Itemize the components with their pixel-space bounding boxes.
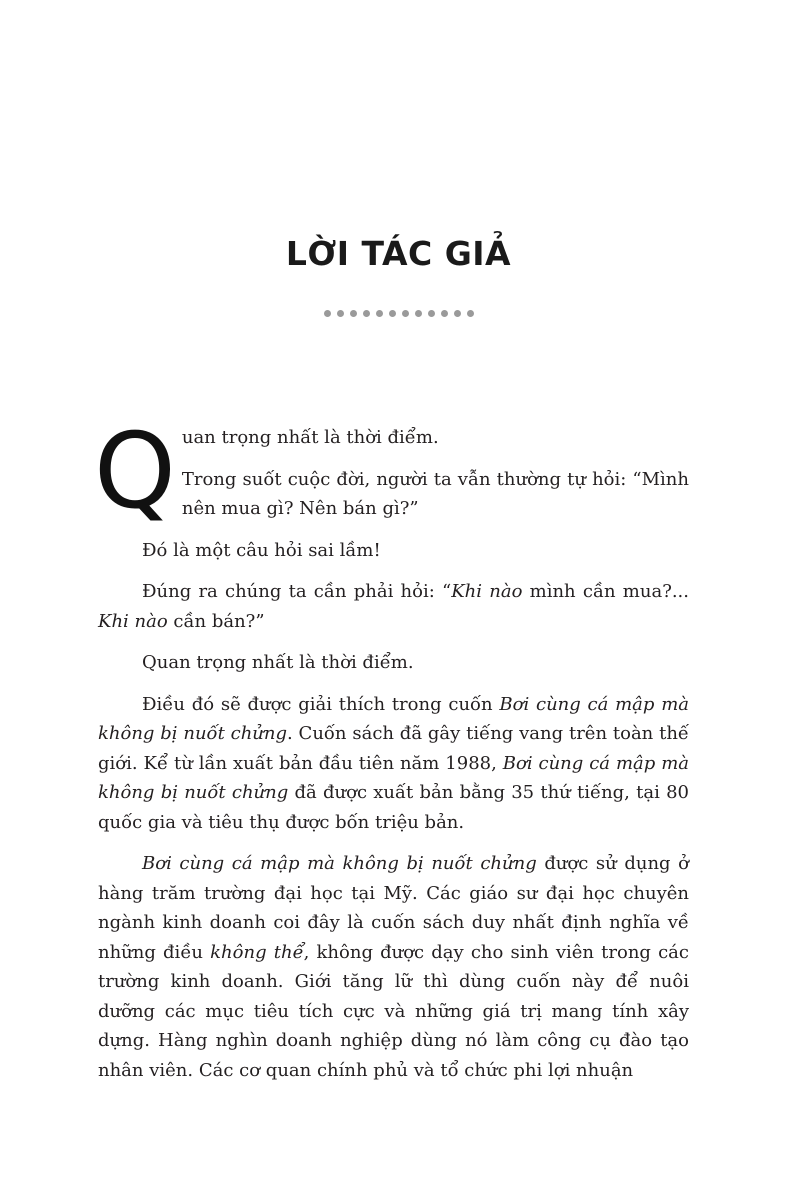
text-run: đã được xuất bản bằng 35 thứ tiếng, tại 80 quốc gia và tiêu thụ được bốn triệu bản. [98, 782, 689, 833]
body-text [94, 410, 690, 1097]
text-run: , không được dạy cho sinh viên trong các trường kinh doanh. Giới tăng lữ thì dùng cuốn này để nuôi dưỡng các mục tiêu tích cực và những giá trị mang tính xây dựng. Hàng nghìn doanh nghiệp dùng nó làm công cụ đào tạo nhân viên. Các cơ quan chính phủ và tổ chức phi lợi nhuận [98, 941, 689, 1081]
text-run: . Cuốn sách đã gây tiếng vang trên toàn thế giới. Kể từ lần xuất bản đầu tiên năm 1988, [98, 723, 689, 774]
paragraph-4 [98, 577, 689, 636]
text-run: mình cần mua?... [522, 581, 690, 602]
paragraph-7 [98, 849, 689, 1085]
divider-dot [350, 310, 357, 317]
divider-dot [402, 310, 409, 317]
chapter-title: LỜI TÁC GIẢ [285, 234, 512, 273]
text-run: cần bán?” [167, 610, 265, 632]
paragraph-5: Quan trọng nhất là thời điểm. [142, 652, 414, 673]
drop-cap: Q [94, 410, 176, 532]
divider-dot [376, 310, 383, 317]
italic-run: Khi nào [98, 610, 168, 632]
italic-run: không thể [210, 941, 304, 963]
divider-dot [389, 310, 396, 317]
text-run: Đúng ra chúng ta cần phải hỏi: “ [142, 581, 452, 602]
paragraph-6 [98, 690, 689, 838]
divider-dot [337, 310, 344, 317]
text-run: Điều đó sẽ được giải thích trong cuốn [142, 693, 500, 715]
book-title-italic: Bơi cùng cá mập mà không bị nuốt chửng [98, 752, 689, 803]
book-title-italic: Bơi cùng cá mập mà không bị nuốt chửng [142, 853, 537, 874]
dotted-divider [0, 310, 797, 322]
divider-dot [415, 310, 422, 317]
divider-dot [363, 310, 370, 317]
divider-dot [454, 310, 461, 317]
divider-dot [428, 310, 435, 317]
italic-run: Khi nào [451, 581, 523, 602]
divider-dot [441, 310, 448, 317]
book-title-italic: Bơi cùng cá mập mà không bị nuốt chửng [98, 693, 689, 744]
paragraph-2: Trong suốt cuộc đời, người ta vẫn thường tự hỏi: “Mình nên mua gì? Nên bán gì?” [181, 468, 689, 519]
paragraph-1: uan trọng nhất là thời điểm. [181, 427, 439, 448]
paragraph-3: Đó là một câu hỏi sai lầm! [142, 539, 381, 561]
divider-dot [324, 310, 331, 317]
divider-dot [467, 310, 474, 317]
text-run: được sử dụng ở hàng trăm trường đại học tại Mỹ. Các giáo sư đại học chuyên ngành kinh doanh coi đây là cuốn sách duy nhất định nghĩa về những điều [98, 853, 689, 963]
